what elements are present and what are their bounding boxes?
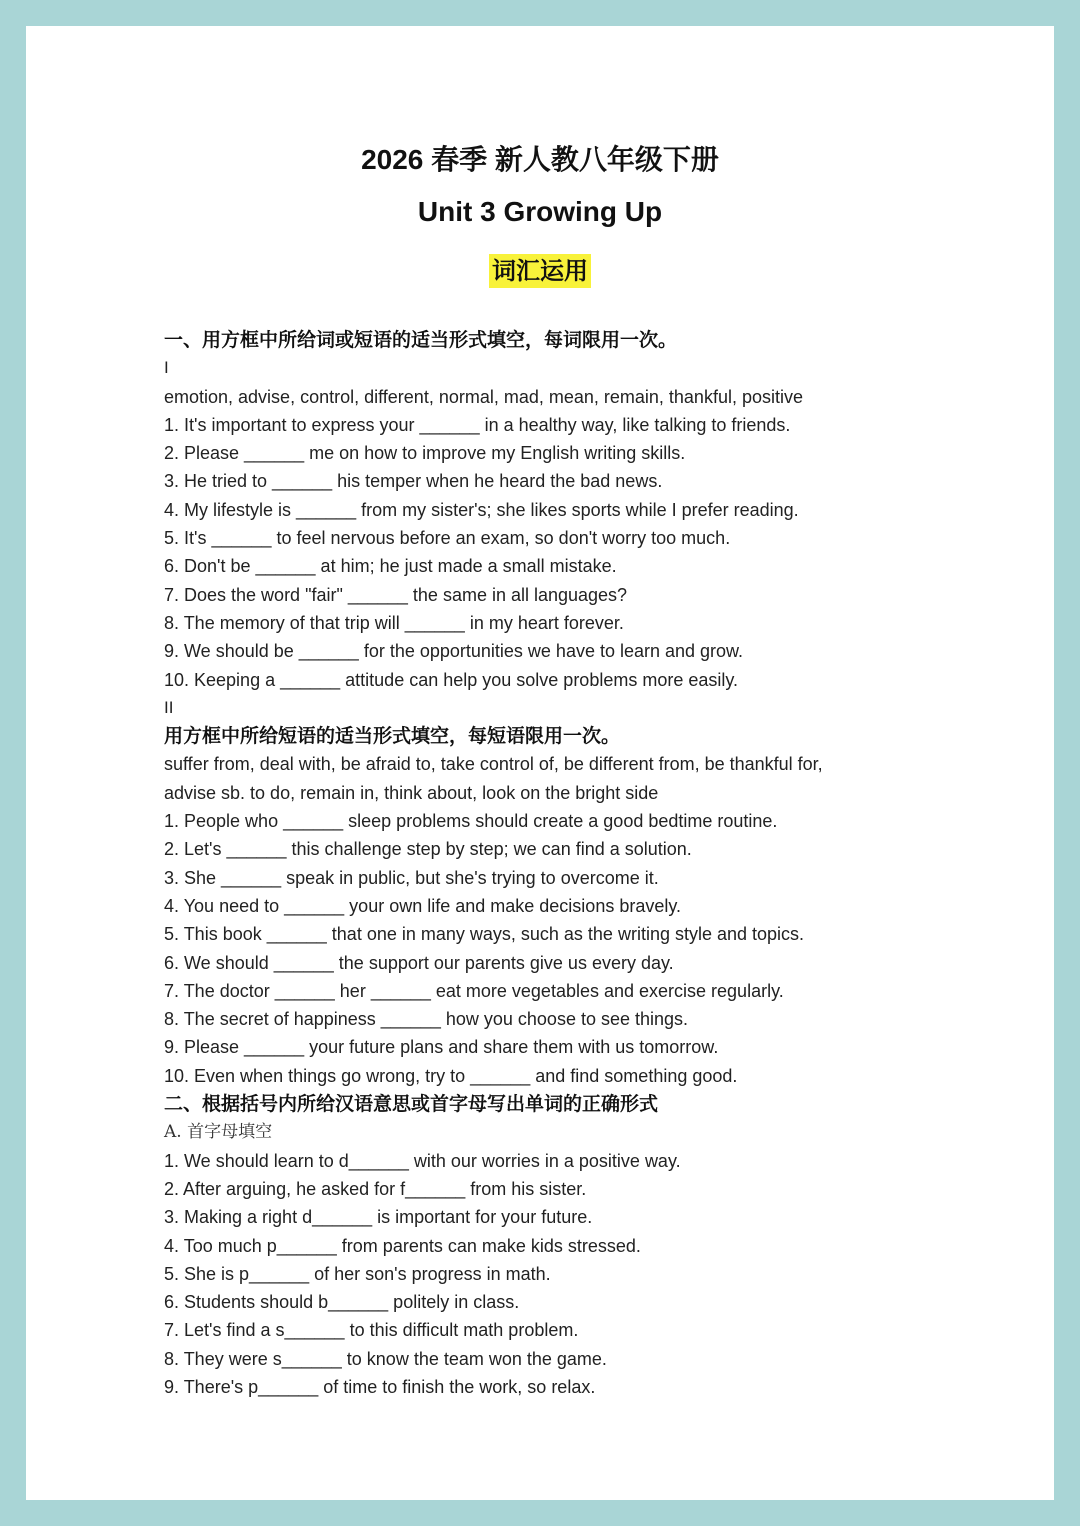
exercise-item: 10. Even when things go wrong, try to ______ and find something good. (164, 1065, 738, 1086)
exercise-item: 1. We should learn to d______ with our worries in a positive way. (164, 1150, 681, 1171)
exercise-item: 6. Students should b______ politely in class. (164, 1292, 520, 1313)
exercise-item: 8. The secret of happiness ______ how you choose to see things. (164, 1009, 689, 1030)
exercise-item: 4. Too much p______ from parents can make kids stressed. (164, 1235, 641, 1256)
exercise-item: 2. Please ______ me on how to improve my English writing skills. (164, 443, 686, 464)
part1-subheading: 用方框中所给短语的适当形式填空，每短语限用一次。 (164, 725, 621, 748)
word-box: emotion, advise, control, different, normal, mad, mean, remain, thankful, positive (164, 386, 803, 407)
part2-heading: 二、根据括号内所给汉语意思或首字母写出单词的正确形式 (164, 1093, 659, 1116)
exercise-item: 6. We should ______ the support our parents give us every day. (164, 952, 674, 973)
exercise-item: 2. Let's ______ this challenge step by step; we can find a solution. (164, 839, 692, 860)
exercise-item: 5. She is p______ of her son's progress in math. (164, 1263, 551, 1284)
phrase-box-line: advise sb. to do, remain in, think about, look on the bright side (164, 782, 659, 803)
exercise-item: 9. There's p______ of time to finish the work, so relax. (164, 1376, 596, 1397)
exercise-item: 3. Making a right d______ is important for your future. (164, 1207, 593, 1228)
exercise-item: 2. After arguing, he asked for f______ from his sister. (164, 1178, 587, 1199)
part2-subheading: A. 首字母填空 (164, 1122, 273, 1143)
worksheet-title: 2026 春季 新人教八年级下册 (361, 144, 719, 175)
exercise-item: 1. It's important to express your ______ in a healthy way, like talking to friends. (164, 414, 791, 435)
exercise-item: 6. Don't be ______ at him; he just made a small mistake. (164, 556, 617, 577)
part1-roman-numeral-1: I (164, 358, 169, 378)
exercise-item: 8. The memory of that trip will ______ in my heart forever. (164, 612, 624, 633)
exercise-item: 9. We should be ______ for the opportunities we have to learn and grow. (164, 641, 744, 662)
exercise-item: 4. My lifestyle is ______ from my sister's; she likes sports while I prefer reading. (164, 499, 799, 520)
section-title-highlight: 词汇运用 (489, 254, 591, 288)
exercise-item: 7. Let's find a s______ to this difficult math problem. (164, 1320, 579, 1341)
exercise-item: 10. Keeping a ______ attitude can help you solve problems more easily. (164, 669, 739, 690)
unit-title: Unit 3 Growing Up (417, 196, 663, 227)
section-title-wrap (26, 254, 1054, 288)
exercise-item: 3. She ______ speak in public, but she's trying to overcome it. (164, 867, 659, 888)
exercise-item: 4. You need to ______ your own life and make decisions bravely. (164, 895, 682, 916)
exercise-item: 7. Does the word "fair" ______ the same in all languages? (164, 584, 628, 605)
worksheet-page (26, 26, 1054, 1500)
exercise-item: 1. People who ______ sleep problems should create a good bedtime routine. (164, 811, 778, 832)
part1-roman-numeral-2: II (164, 697, 174, 717)
exercise-item: 5. This book ______ that one in many ways, such as the writing style and topics. (164, 924, 805, 945)
exercise-item: 8. They were s______ to know the team won the game. (164, 1348, 607, 1369)
exercise-item: 5. It's ______ to feel nervous before an exam, so don't worry too much. (164, 528, 731, 549)
exercise-item: 9. Please ______ your future plans and share them with us tomorrow. (164, 1037, 719, 1058)
part1-heading: 一、用方框中所给词或短语的适当形式填空，每词限用一次。 (164, 329, 678, 351)
phrase-box-line: suffer from, deal with, be afraid to, take control of, be different from, be thankful for, (164, 754, 823, 775)
exercise-item: 3. He tried to ______ his temper when he heard the bad news. (164, 471, 663, 492)
exercise-lines (164, 326, 944, 1401)
exercise-item: 7. The doctor ______ her ______ eat more vegetables and exercise regularly. (164, 980, 784, 1001)
